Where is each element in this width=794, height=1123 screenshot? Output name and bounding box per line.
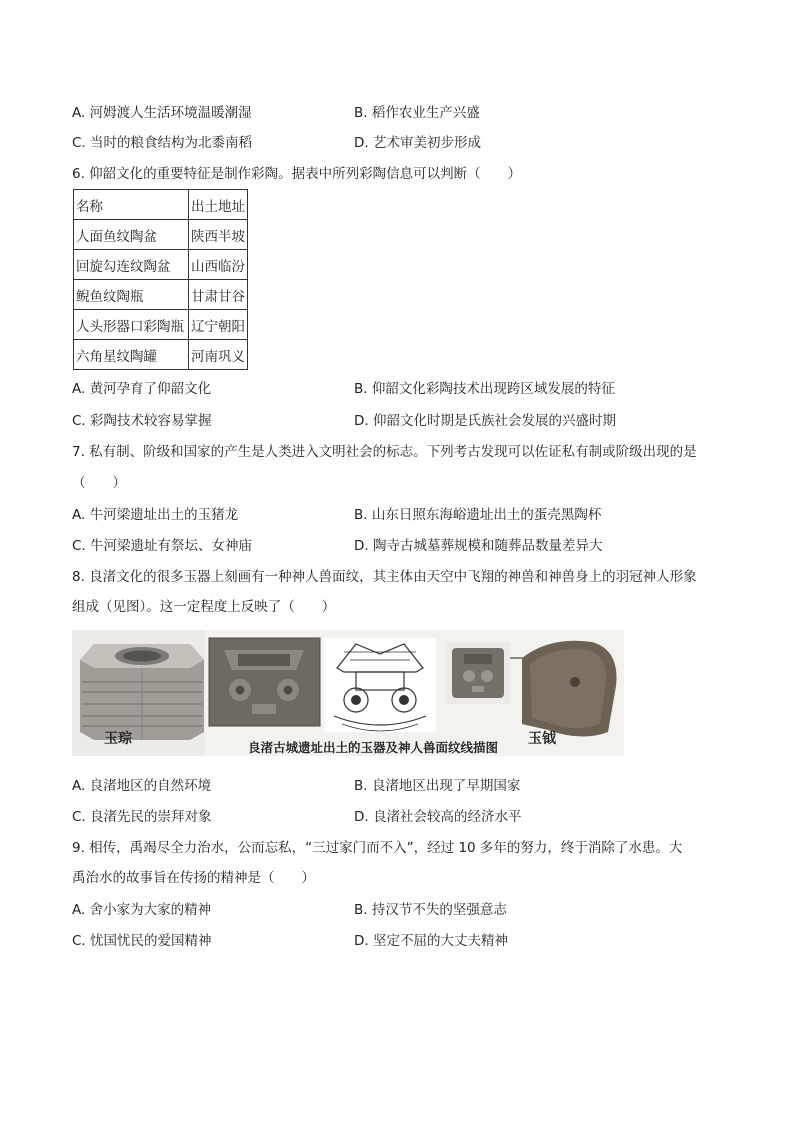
q5-option-d: D. 艺术审美初步形成 (354, 135, 481, 151)
table-row (74, 220, 248, 250)
table-cell-site: 山西临汾 (189, 250, 248, 280)
figure-label-yue: 玉钺 (528, 731, 556, 747)
jade-yue-image (522, 641, 617, 737)
q8-option-a: A. 良渚地区的自然环境 (72, 778, 212, 794)
pottery-table (73, 189, 248, 370)
q9-option-a: A. 舍小家为大家的精神 (72, 902, 212, 918)
yue-detail-image (446, 642, 510, 704)
q7-stem-line2: （ ） (72, 475, 126, 491)
table-cell-name: 回旋勾连纹陶盆 (74, 250, 189, 280)
q6-option-a: A. 黄河孕育了仰韶文化 (72, 381, 212, 397)
table-cell-site: 辽宁朝阳 (189, 310, 248, 340)
table-cell-name: 六角星纹陶罐 (74, 340, 189, 370)
liangzhu-jade-figure (72, 630, 624, 756)
q6-option-c: C. 彩陶技术较容易掌握 (72, 413, 212, 429)
table-row (74, 250, 248, 280)
table-cell-name: 人面鱼纹陶盆 (74, 220, 189, 250)
table-header-site: 出土地址 (189, 190, 248, 220)
q9-option-b: B. 持汉节不失的坚强意志 (354, 902, 507, 918)
q8-option-b: B. 良渚地区出现了早期国家 (354, 778, 521, 794)
q5-option-c: C. 当时的粮食结构为北黍南稻 (72, 135, 253, 151)
q5-option-b: B. 稻作农业生产兴盛 (354, 105, 480, 121)
q7-option-d: D. 陶寺古城墓葬规模和随葬品数量差异大 (354, 538, 603, 554)
table-cell-name: 人头形器口彩陶瓶 (74, 310, 189, 340)
table-header-name: 名称 (74, 190, 189, 220)
jade-cong-image (72, 630, 205, 756)
q6-stem: 6. 仰韶文化的重要特征是制作彩陶。据表中所列彩陶信息可以判断（ ） (72, 166, 522, 182)
q8-stem-line1: 8. 良渚文化的很多玉器上刻画有一种神人兽面纹，其主体由天空中飞翔的神兽和神兽身上的羽冠神人形象 (72, 569, 697, 585)
q7-option-c: C. 牛河梁遗址有祭坛、女神庙 (72, 538, 253, 554)
q6-option-b: B. 仰韶文化彩陶技术出现跨区域发展的特征 (354, 381, 615, 397)
table-cell-site: 陕西半坡 (189, 220, 248, 250)
table-header-row (74, 190, 248, 220)
figure-label-cong: 玉琮 (104, 731, 132, 747)
q5-option-a: A. 河姆渡人生活环境温暖潮湿 (72, 105, 252, 121)
table-cell-name: 鲵鱼纹陶瓶 (74, 280, 189, 310)
q8-option-d: D. 良渚社会较高的经济水平 (354, 809, 522, 825)
table-row (74, 310, 248, 340)
q9-option-d: D. 坚定不屈的大丈夫精神 (354, 933, 508, 949)
q6-option-d: D. 仰韶文化时期是氏族社会发展的兴盛时期 (354, 413, 616, 429)
q8-option-c: C. 良渚先民的崇拜对象 (72, 809, 212, 825)
figure-caption: 良渚古城遗址出土的玉器及神人兽面纹线描图 (248, 740, 499, 755)
table-row (74, 280, 248, 310)
q7-option-a: A. 牛河梁遗址出土的玉猪龙 (72, 507, 239, 523)
q7-stem-line1: 7. 私有制、阶级和国家的产生是人类进入文明社会的标志。下列考古发现可以佐证私有制或阶级出现的是 (72, 444, 697, 460)
table-cell-site: 甘肃甘谷 (189, 280, 248, 310)
q9-stem-line1: 9. 相传，禹竭尽全力治水，公而忘私，“三过家门而不入”，经过 10 多年的努力，终于消除了水患。大 (72, 840, 683, 856)
q8-stem-line2: 组成（见图）。这一定程度上反映了（ ） (72, 599, 336, 615)
q9-stem-line2: 禹治水的故事旨在传扬的精神是（ ） (72, 870, 315, 886)
table-cell-site: 河南巩义 (189, 340, 248, 370)
q9-option-c: C. 忧国忧民的爱国精神 (72, 933, 212, 949)
motif-line-drawing (324, 638, 436, 732)
table-row (74, 340, 248, 370)
q7-option-b: B. 山东日照东海峪遗址出土的蛋壳黑陶杯 (354, 507, 602, 523)
divine-face-relief-image (209, 638, 320, 726)
